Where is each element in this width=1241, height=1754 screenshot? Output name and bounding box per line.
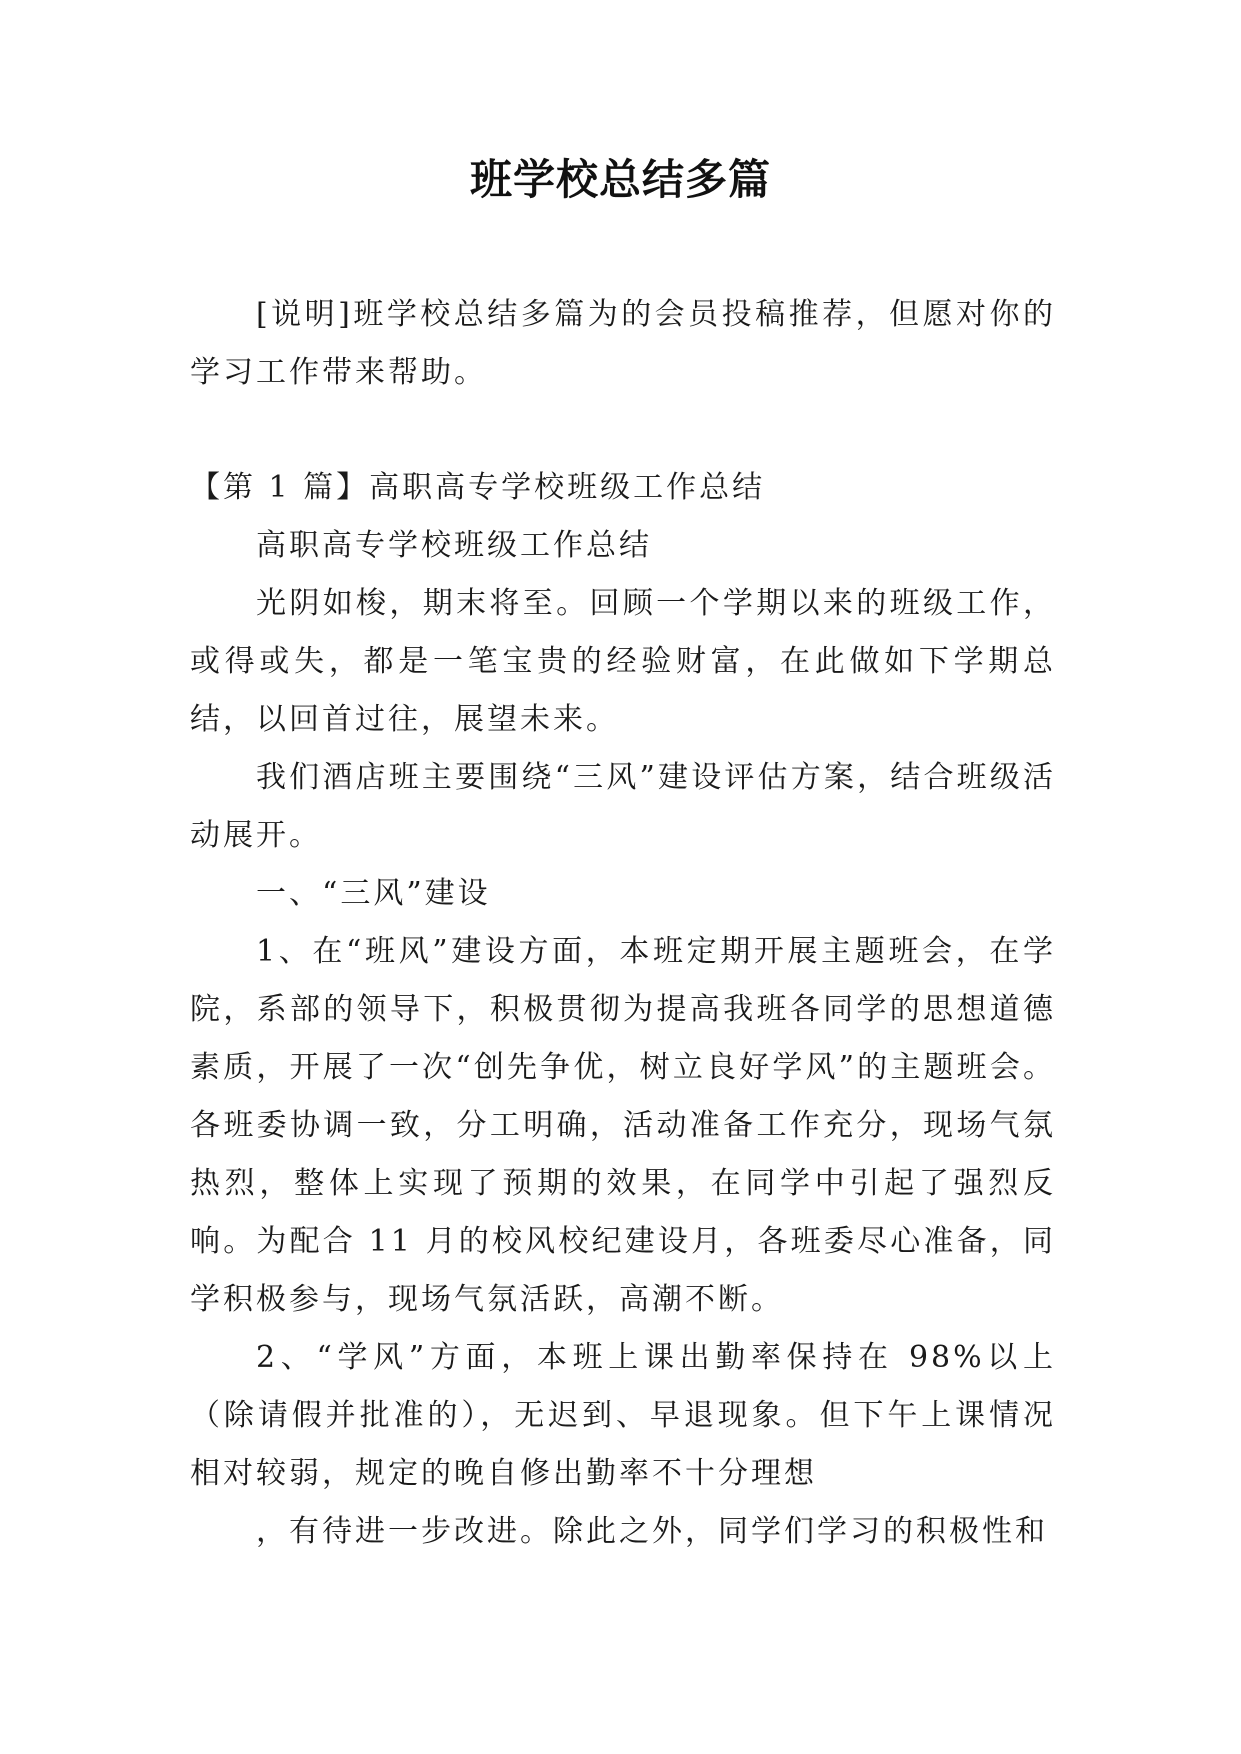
- paragraph: 我们酒店班主要围绕“三风”建设评估方案，结合班级活动展开。: [190, 760, 1056, 853]
- paragraph-heading: 一、“三风”建设: [256, 876, 491, 911]
- document-title: 班学校总结多篇: [469, 155, 771, 204]
- intro-note: [说明]班学校总结多篇为的会员投稿推荐，但愿对你的学习工作带来帮助。: [190, 297, 1056, 390]
- paragraph: 1、在“班风”建设方面，本班定期开展主题班会，在学院，系部的领导下，积极贯彻为提高我班各同学的思想道德素质，开展了一次“创先争优，树立良好学风”的主题班会。各班委协调一致，分工明确，活动准备工作充分，现场气氛热烈，整体上实现了预期的效果，在同学中引起了强烈反响。为配合 11 月的校风校纪建设月，各班委尽心准备，同学积极参与，现场气氛活跃，高潮不断。: [190, 934, 1056, 1317]
- document-body: [190, 459, 1056, 1561]
- paragraph: 2、“学风”方面，本班上课出勤率保持在 98%以上（除请假并批准的），无迟到、早退现象。但下午上课情况相对较弱，规定的晚自修出勤率不十分理想: [190, 1340, 1056, 1491]
- paragraph: ，有待进一步改进。除此之外，同学们学习的积极性和: [256, 1514, 1048, 1549]
- paragraph: 光阴如梭，期末将至。回顾一个学期以来的班级工作，或得或失，都是一笔宝贵的经验财富，在此做如下学期总结，以回首过往，展望未来。: [190, 586, 1056, 737]
- section-heading: 【第 1 篇】高职高专学校班级工作总结: [190, 470, 766, 505]
- paragraph-subtitle: 高职高专学校班级工作总结: [256, 528, 652, 563]
